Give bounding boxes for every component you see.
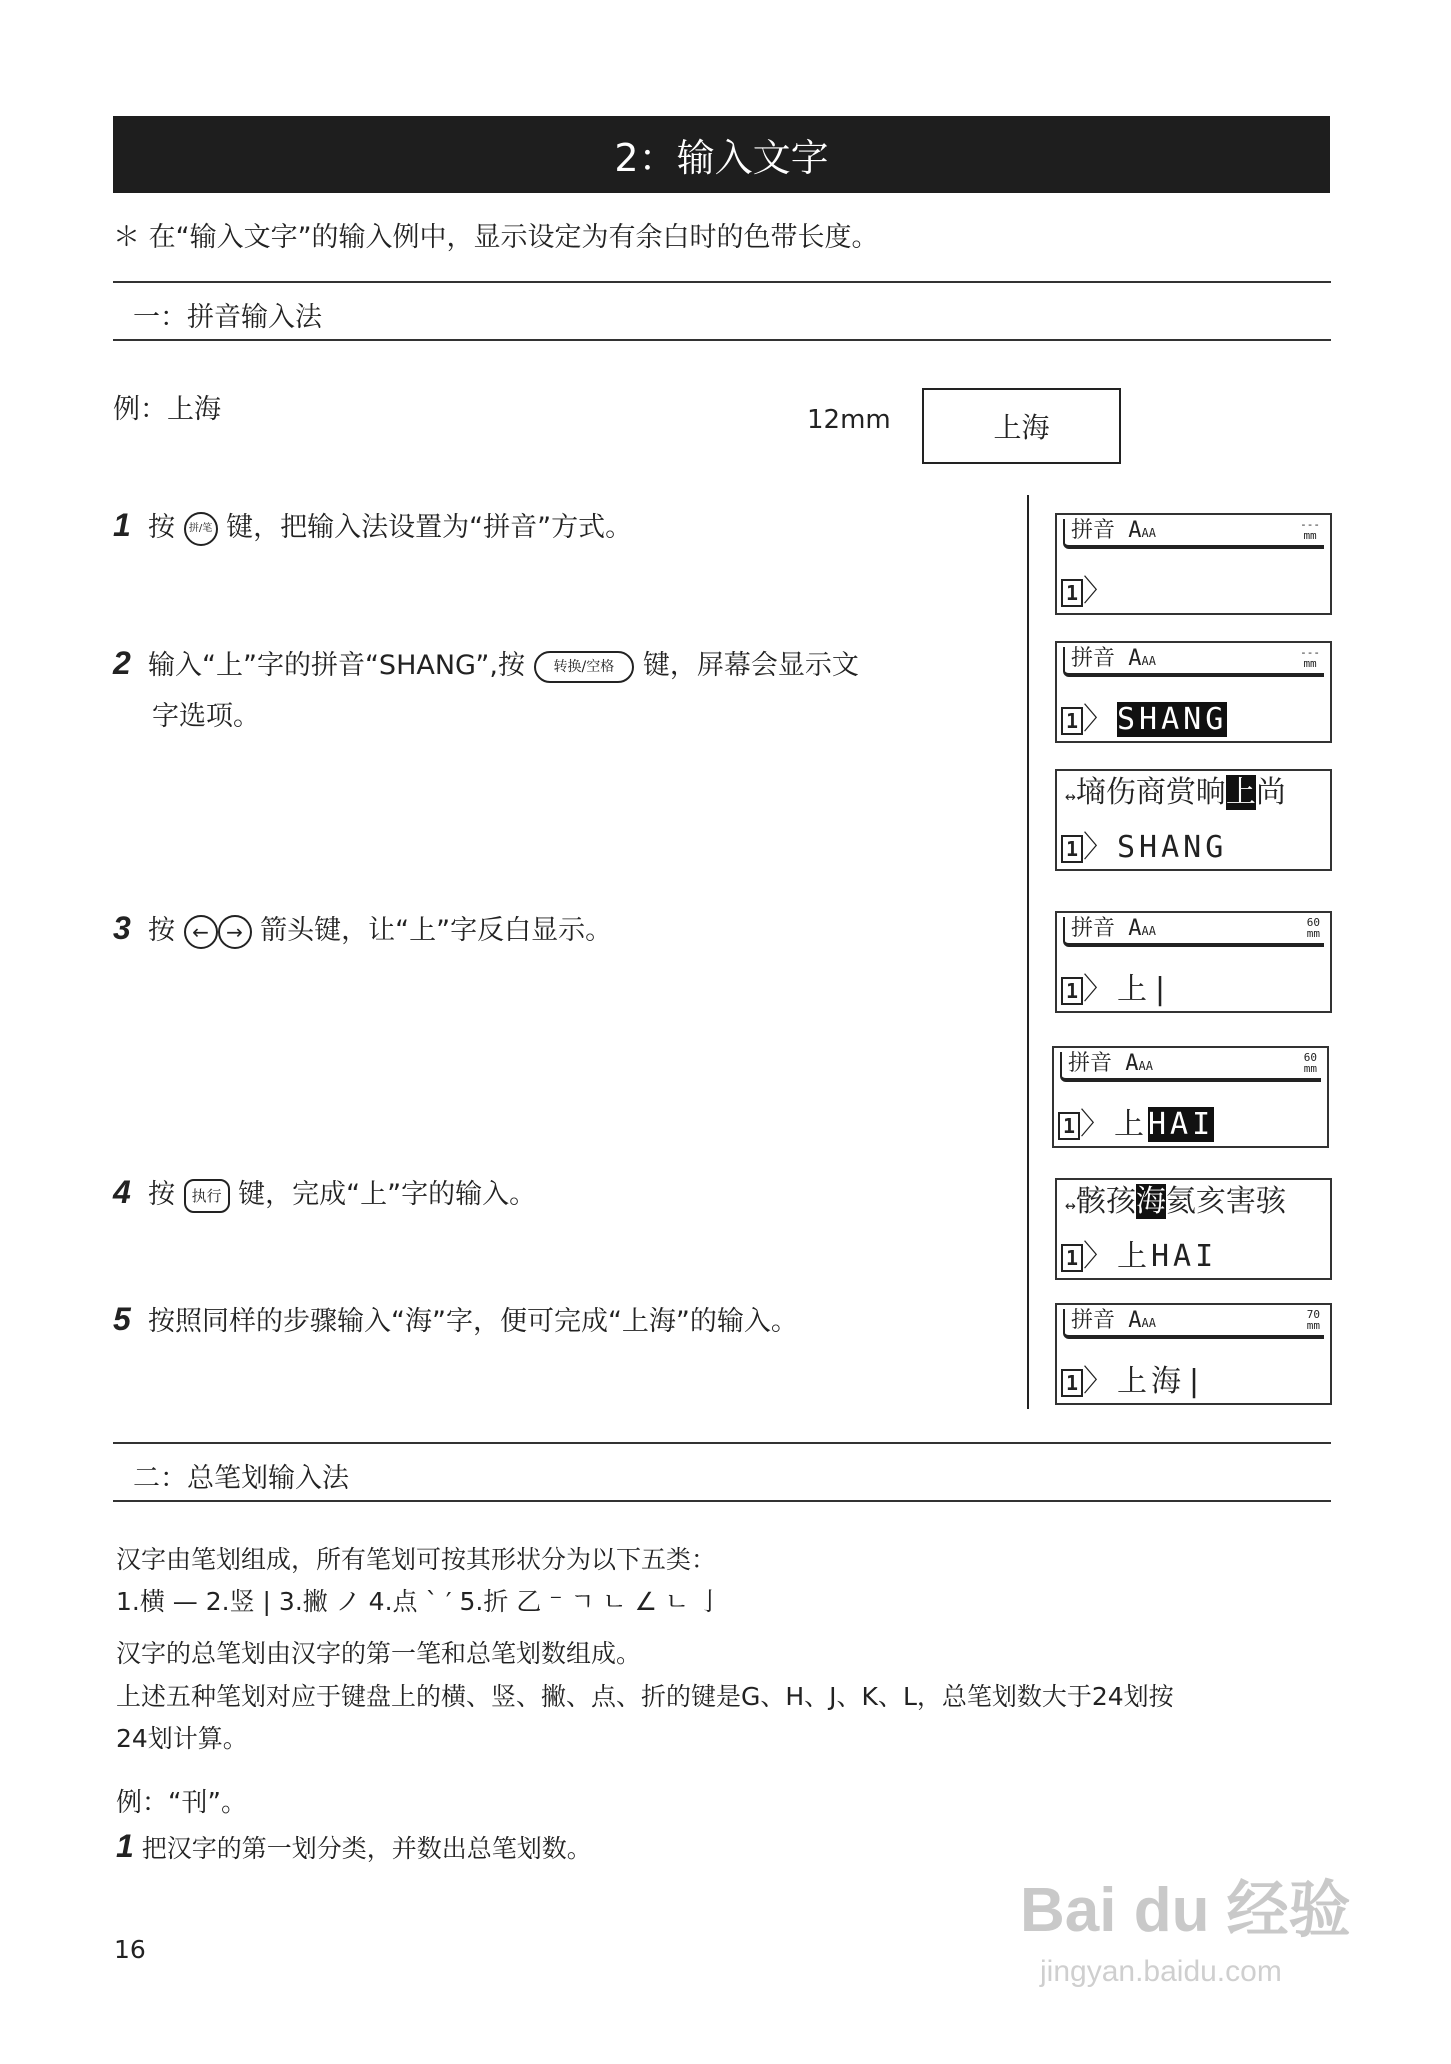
length-unit: mm: [1303, 657, 1317, 670]
step-number: 3: [113, 910, 131, 946]
scroll-arrows-icon: ↔: [1065, 1195, 1076, 1216]
lcd-header: [1063, 519, 1324, 549]
lcd-text-row: 1 〉SHANG: [1061, 703, 1227, 737]
font-size-indicator: AA: [1138, 1059, 1153, 1073]
length-value: ---: [1300, 518, 1320, 531]
baidu-watermark: Bai du 经验: [1020, 1876, 1351, 1945]
lcd-text-row: 1 〉上|: [1061, 973, 1173, 1007]
candidates: 尚: [1255, 775, 1286, 810]
lcd-screen: [1052, 1046, 1329, 1148]
page-title: 2：输入文字: [113, 116, 1330, 193]
candidate-row: [1065, 775, 1286, 815]
font-size-indicator: A: [1128, 1308, 1142, 1333]
scroll-arrows-icon: ↔: [1065, 786, 1076, 807]
candidates: 氦亥害骇: [1165, 1184, 1286, 1219]
line-number: 1: [1061, 977, 1083, 1005]
length-indicator: [1300, 519, 1320, 541]
paragraph: 汉字由笔划组成，所有笔划可按其形状分为以下五类：: [116, 1545, 717, 1574]
font-size-indicator: AA: [1141, 1316, 1156, 1330]
watermark-url: jingyan.baidu.com: [1040, 1955, 1282, 1988]
step-text: 按: [147, 512, 175, 543]
line-number: 1: [1061, 707, 1083, 735]
font-size-indicator: A: [1128, 646, 1142, 671]
input-mode: 拼音: [1068, 1051, 1113, 1076]
step-3: [113, 908, 612, 949]
length-unit: mm: [1303, 1062, 1317, 1075]
step-text: 把汉字的第一划分类，并数出总笔划数。: [141, 1834, 592, 1863]
line-number: 1: [1061, 1244, 1083, 1272]
divider: [113, 281, 1331, 283]
step-text: 按照同样的步骤输入“海”字，便可完成“上海”的输入。: [147, 1306, 798, 1337]
candidate-row: [1065, 1184, 1286, 1224]
step-text: 按: [147, 915, 175, 946]
tape-width: 12mm: [807, 405, 891, 435]
paragraph: 上述五种笔划对应于键盘上的横、竖、撇、点、折的键是G、H、J、K、L，总笔划数大于24划按: [116, 1682, 1174, 1711]
lcd-header: [1060, 1052, 1321, 1082]
length-indicator: [1307, 917, 1320, 939]
font-size-indicator: A: [1128, 916, 1142, 941]
left-arrow-key-icon: ←: [184, 915, 218, 949]
line-number: 1: [1058, 1112, 1080, 1140]
step-number: 1: [113, 507, 131, 543]
length-value: 70: [1306, 1308, 1320, 1321]
lcd-candidate-screen: [1055, 769, 1332, 871]
step-1: [116, 1828, 592, 1865]
lcd-text: 上海|: [1117, 1364, 1208, 1399]
line-number: 1: [1061, 579, 1083, 607]
lcd-highlighted-text: HAI: [1148, 1107, 1215, 1142]
lcd-screen: [1055, 641, 1332, 743]
paragraph: 24划计算。: [116, 1724, 248, 1753]
lcd-text: 上: [1114, 1107, 1148, 1142]
lcd-text: 上HAI: [1117, 1239, 1218, 1274]
input-mode: 拼音: [1071, 518, 1116, 543]
lcd-screen: [1055, 513, 1332, 615]
lcd-screen: [1055, 911, 1332, 1013]
example-label: 例：“刊”。: [116, 1788, 247, 1818]
step-2-line2: 字选项。: [152, 701, 260, 732]
lcd-text-row: 1 〉上海|: [1061, 1365, 1207, 1399]
divider: [113, 1500, 1331, 1502]
column-divider: [1027, 495, 1029, 1409]
step-1: [113, 505, 632, 546]
lcd-screen: [1055, 1303, 1332, 1405]
execute-key-icon: 执行: [184, 1179, 230, 1213]
step-number: 1: [116, 1828, 134, 1864]
paragraph: 汉字的总笔划由汉字的第一笔和总笔划数组成。: [116, 1639, 642, 1668]
line-number: 1: [1061, 835, 1083, 863]
step-text: 输入“上”字的拼音“SHANG”,按: [147, 650, 525, 681]
lcd-text-row: 1 〉上HAI: [1061, 1240, 1217, 1274]
length-unit: mm: [1306, 1319, 1320, 1332]
step-number: 5: [113, 1301, 131, 1337]
step-number: 2: [113, 645, 131, 681]
stroke-types: 1.横 — 2.竖 | 3.撇 ノ 4.点 ` ′ 5.折 乙 ⁻ ㄱ ㄴ ∠ ㄴ 亅: [116, 1587, 723, 1616]
step-text: 键，把输入法设置为“拼音”方式。: [226, 512, 633, 543]
section2-heading: 二：总笔划输入法: [133, 1463, 349, 1494]
right-arrow-key-icon: →: [218, 915, 252, 949]
section1-heading: 一：拼音输入法: [133, 302, 322, 333]
font-size-indicator: A: [1128, 518, 1142, 543]
note: ＊ 在“输入文字”的输入例中，显示设定为有余白时的色带长度。: [113, 222, 879, 253]
length-indicator: [1304, 1052, 1317, 1074]
lcd-text-row: 1 〉: [1061, 575, 1117, 609]
length-unit: mm: [1306, 927, 1320, 940]
label-preview: 上海: [922, 388, 1121, 464]
lcd-text: SHANG: [1117, 830, 1228, 865]
length-value: ---: [1300, 646, 1320, 659]
candidates: 骸孩: [1075, 1184, 1136, 1219]
line-number: 1: [1061, 1369, 1083, 1397]
font-size-indicator: AA: [1141, 654, 1156, 668]
lcd-candidate-screen: [1055, 1178, 1332, 1280]
length-unit: mm: [1303, 529, 1317, 542]
lcd-text-row: 1 〉上HAI: [1058, 1108, 1214, 1142]
convert-space-key-icon: 转换/空格: [534, 651, 635, 683]
step-text: 键，屏幕会显示文: [642, 650, 859, 681]
candidates: 墒伤商赏晌: [1075, 775, 1226, 810]
length-value: 60: [1306, 916, 1320, 929]
step-4: [113, 1172, 536, 1213]
font-size-indicator: AA: [1141, 526, 1156, 540]
divider: [113, 339, 1331, 341]
length-indicator: [1307, 1309, 1320, 1331]
lcd-text-row: 1 〉SHANG: [1061, 831, 1227, 865]
pinyin-stroke-key-icon: 拼/笔: [184, 512, 218, 546]
lcd-highlighted-text: SHANG: [1117, 702, 1228, 737]
lcd-text: 上|: [1117, 972, 1174, 1007]
lcd-header: [1063, 917, 1324, 947]
step-5: [113, 1299, 798, 1338]
divider: [113, 1442, 1331, 1444]
step-text: 按: [147, 1179, 175, 1210]
lcd-header: [1063, 1309, 1324, 1339]
input-mode: 拼音: [1071, 916, 1116, 941]
example-label: 例：上海: [113, 394, 221, 425]
step-text: 箭头键，让“上”字反白显示。: [260, 915, 613, 946]
step-text: 键，完成“上”字的输入。: [238, 1179, 537, 1210]
font-size-indicator: AA: [1141, 924, 1156, 938]
length-indicator: [1300, 647, 1320, 669]
font-size-indicator: A: [1125, 1051, 1139, 1076]
selected-candidate: 上: [1225, 775, 1256, 810]
page-number: 16: [114, 1935, 146, 1964]
selected-candidate: 海: [1135, 1184, 1166, 1219]
step-2: [113, 643, 859, 683]
input-mode: 拼音: [1071, 1308, 1116, 1333]
input-mode: 拼音: [1071, 646, 1116, 671]
lcd-header: [1063, 647, 1324, 677]
step-number: 4: [113, 1174, 131, 1210]
length-value: 60: [1303, 1051, 1317, 1064]
